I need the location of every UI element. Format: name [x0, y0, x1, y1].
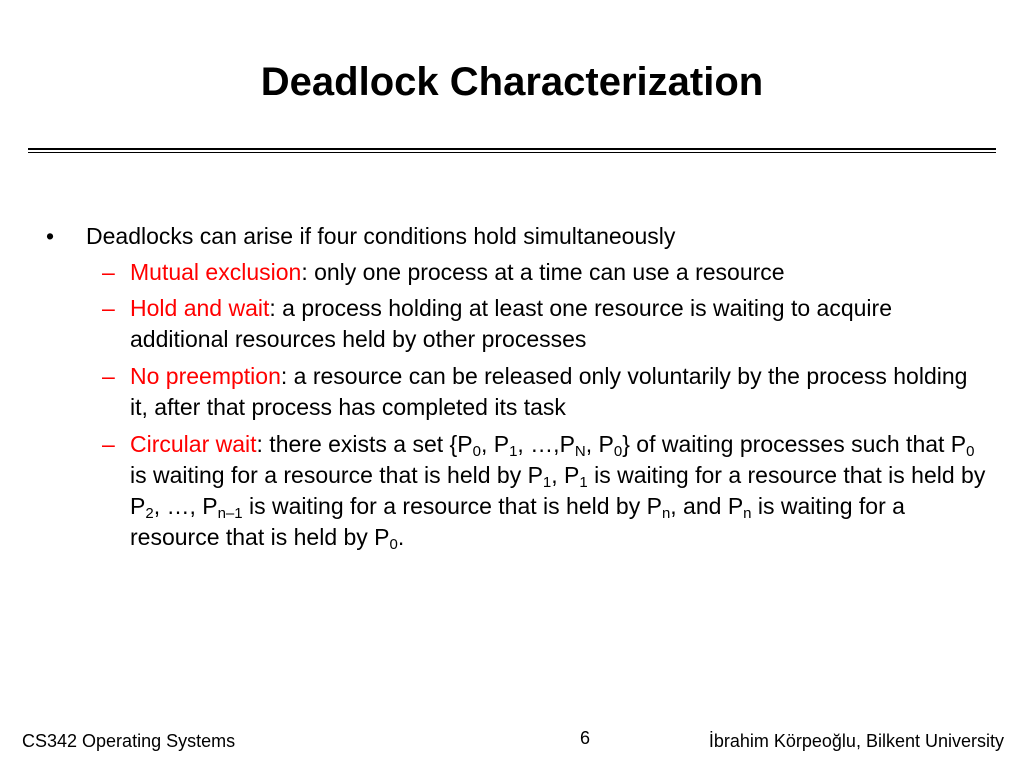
footer-course: CS342 Operating Systems — [22, 731, 236, 751]
footer-author: İbrahim Körpeoğlu, Bilkent University — [708, 731, 1004, 751]
circular-wait-description: : there exists a set {$P_0$, $P_1$, $\dots,P_N$, $P_0$} of waiting processes such that $P_0$ is waiting for a resource that is held by $P_1$, $P_1$ is waiting for a resource that is held by $P_2$, …, $P_{n-1}$ is waiting for a resource that is held by $P_n$, and $P_n$ is waiting for a resource that is held by $P_0$. — [130, 431, 986, 553]
condition-term: Mutual exclusion — [130, 259, 302, 285]
title-divider-thin — [28, 152, 996, 153]
condition-term: Circular wait — [130, 431, 257, 457]
title-divider-thick — [28, 148, 996, 150]
dash-marker: – — [102, 295, 115, 321]
condition-term: No preemption — [130, 363, 281, 389]
slide-title: Deadlock Characterization — [260, 60, 764, 104]
bullet-marker: • — [46, 223, 55, 249]
dash-marker: – — [102, 431, 115, 457]
intro-text: Deadlocks can arise if four conditions hold simultaneously — [86, 223, 676, 249]
condition-description: : only one process at a time can use a resource — [301, 259, 785, 285]
dash-marker: – — [102, 363, 115, 389]
dash-marker: – — [102, 259, 115, 285]
footer-page-number: 6 — [579, 728, 590, 748]
condition-description: : a resource can be released only voluntarily by the process holding it, after that process has completed its task — [130, 363, 968, 420]
condition-term: Hold and wait — [130, 295, 270, 321]
condition-description: : a process holding at least one resource is waiting to acquire additional resources held by other processes — [130, 295, 892, 352]
